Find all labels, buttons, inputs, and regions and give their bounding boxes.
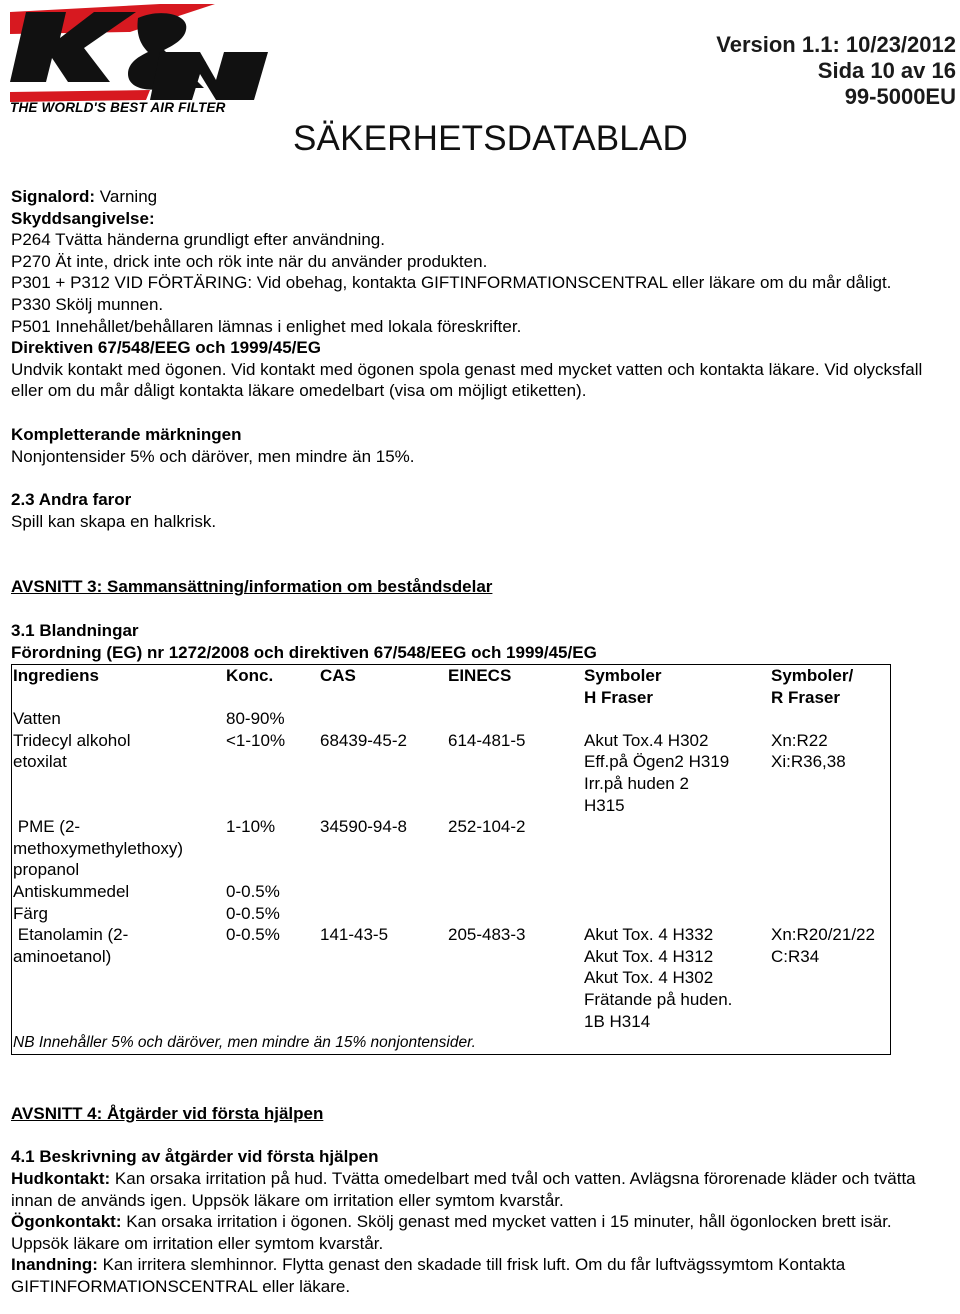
table-cell (319, 903, 447, 925)
table-header-row (12, 665, 891, 709)
table-note-row (12, 1032, 891, 1054)
first-aid-item (11, 1211, 951, 1254)
table-cell (770, 816, 891, 881)
table-cell: 205-483-3 (448, 925, 526, 945)
table-cell: Akut Tox. 4 H332 Akut Tox. 4 H312 Akut Tox. 4 H302 Frätande på huden. 1B H314 (584, 925, 733, 1031)
directive-text: Undvik kontakt med ögonen. Vid kontakt med ögonen spola genast med mycket vatten och kontakta läkare. Vid olycksfall eller om du mår dåligt kontakta läkare omedelbart (visa om möjligt etiketten). (11, 359, 923, 401)
table-cell (583, 903, 770, 925)
signal-value: Varning (95, 187, 158, 206)
col-header: Konc. (226, 666, 274, 686)
table-cell: PME (2- methoxymethylethoxy) propanol (13, 817, 184, 880)
signal-label: Signalord: (11, 187, 96, 206)
first-aid-item (11, 1168, 951, 1211)
col-header: Symboler/ R Fraser (771, 666, 854, 707)
table-cell: Xn:R22 Xi:R36,38 (771, 730, 846, 772)
table-cell: Vatten (13, 709, 61, 729)
first-aid-label: Hudkontakt: (11, 1168, 111, 1188)
table-cell: 1-10% (226, 817, 276, 837)
first-aid-text: Kan irritera slemhinnor. Flytta genast den skadade till frisk luft. Om du får luftvägssymtom Kontakta GIFTINFORMATIONSCENTRAL eller läkare. (11, 1255, 846, 1296)
supplementary-title: Kompletterande märkningen (11, 424, 242, 444)
other-hazards-text: Spill kan skapa en halkrisk. (11, 511, 217, 531)
table-row (12, 708, 891, 730)
table-cell: 252-104-2 (448, 817, 526, 837)
table-cell (583, 881, 770, 903)
table-body (12, 708, 891, 1032)
col-header: Symboler H Fraser (584, 666, 662, 707)
table-cell (319, 881, 447, 903)
other-hazards-title: 2.3 Andra faror (11, 490, 132, 510)
first-aid-label: Ögonkontakt: (11, 1212, 122, 1232)
table-cell: Tridecyl alkohol etoxilat (13, 730, 131, 772)
first-aid-text: Kan orsaka irritation på hud. Tvätta omedelbart med tvål och vatten. Avlägsna förorenade kläder och tvätta innan de används igen. Uppsök läkare om irritation eller symtom kvarstår. (11, 1168, 916, 1210)
table-cell: <1-10% (226, 730, 286, 750)
table-row (12, 881, 891, 903)
table-cell: Antiskummedel (13, 882, 130, 902)
table-cell: 0-0.5% (226, 925, 280, 945)
table-row (12, 730, 891, 816)
product-number: 99-5000EU (844, 84, 956, 109)
table-row (12, 903, 891, 925)
page-number: Sida 10 av 16 (817, 58, 956, 83)
precaution-line: P270 Ät inte, drick inte och rök inte när du använder produkten. (11, 251, 488, 271)
kn-logo (10, 4, 278, 116)
table-cell: Akut Tox.4 H302 Eff.på Ögen2 H319 Irr.på huden 2 H315 (584, 730, 730, 815)
table-cell: Färg (13, 903, 48, 923)
document-body (11, 186, 951, 1298)
section4-sub: 4.1 Beskrivning av åtgärder vid första hjälpen (11, 1147, 379, 1167)
section3-heading: AVSNITT 3: Sammansättning/information om beståndsdelar (11, 577, 493, 597)
composition-table (11, 664, 891, 1055)
table-row (12, 924, 891, 1032)
col-header: CAS (320, 666, 356, 686)
regulation-line: Förordning (EG) nr 1272/2008 och direktiven 67/548/EEG och 1999/45/EG (11, 642, 597, 662)
col-header: EINECS (448, 666, 512, 686)
col-header: Ingrediens (13, 666, 99, 686)
section3-sub: 3.1 Blandningar (11, 620, 139, 640)
document-title: SÄKERHETSDATABLAD (293, 119, 688, 158)
table-cell: 141-43-5 (320, 925, 389, 945)
table-cell: Etanolamin (2- aminoetanol) (13, 925, 129, 966)
table-cell (447, 903, 583, 925)
table-cell (770, 903, 891, 925)
table-cell: 34590-94-8 (320, 817, 407, 837)
precaution-line: P501 Innehållet/behållaren lämnas i enlighet med lokala föreskrifter. (11, 316, 522, 336)
table-cell: 0-0.5% (226, 882, 280, 902)
header-meta (716, 32, 956, 110)
table-cell (583, 708, 770, 730)
table-cell (583, 816, 770, 881)
table-cell: 0-0.5% (226, 903, 280, 923)
version-date: Version 1.1: 10/23/2012 (716, 32, 956, 57)
signal-word-line (11, 186, 951, 208)
table-cell (447, 881, 583, 903)
precaution-line: P264 Tvätta händerna grundligt efter användning. (11, 230, 385, 250)
directive-title: Direktiven 67/548/EEG och 1999/45/EG (11, 338, 321, 358)
precaution-line: P330 Skölj munnen. (11, 294, 164, 314)
supplementary-text: Nonjontensider 5% och däröver, men mindre än 15%. (11, 446, 415, 466)
first-aid-label: Inandning: (11, 1255, 98, 1275)
precaution-line: P301 + P312 VID FÖRTÄRING: Vid obehag, kontakta GIFTINFORMATIONSCENTRAL eller läkare om du mår dåligt. (11, 273, 892, 293)
table-cell: 614-481-5 (448, 730, 526, 750)
table-cell (770, 881, 891, 903)
table-cell (770, 708, 891, 730)
table-cell (319, 708, 447, 730)
first-aid-text: Kan orsaka irritation i ögonen. Skölj genast med mycket vatten i 15 minuter, håll ögonlocken brett isär. Uppsök läkare om irritation eller symtom kvarstår. (11, 1212, 892, 1253)
table-cell: Xn:R20/21/22 C:R34 (771, 925, 875, 966)
table-cell: 80-90% (226, 709, 285, 729)
first-aid-item (11, 1254, 951, 1297)
table-row (12, 816, 891, 881)
section4-heading: AVSNITT 4: Åtgärder vid första hjälpen (11, 1103, 324, 1123)
table-cell (447, 708, 583, 730)
table-cell: 68439-45-2 (320, 730, 407, 750)
precaution-title: Skyddsangivelse: (11, 208, 155, 228)
table-note: NB Innehåller 5% och däröver, men mindre än 15% nonjontensider. (13, 1034, 476, 1052)
logo-tagline: THE WORLD'S BEST AIR FILTER (10, 100, 226, 115)
